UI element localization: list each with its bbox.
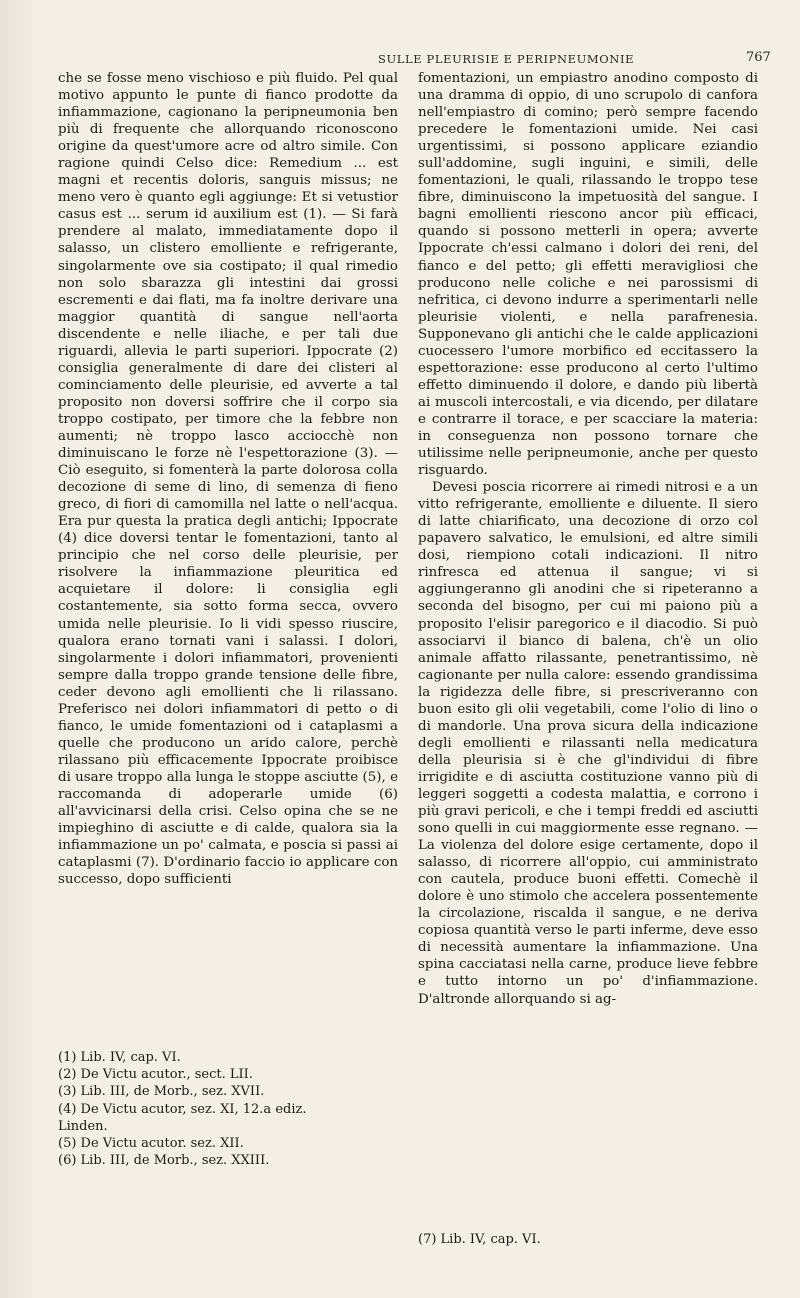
- footnotes-right: [418, 1231, 758, 1248]
- footnote: (1) Lib. IV, cap. VI.: [58, 1050, 181, 1065]
- footnote-continuation: Linden.: [58, 1118, 108, 1134]
- page-number: 767: [746, 50, 771, 65]
- footnote: (4) De Victu acutor, sez. XI, 12.a ediz.: [58, 1101, 307, 1117]
- footnotes-left: [58, 1049, 398, 1169]
- right-paragraph-1: fomentazioni, un empiastro anodino composto di una dramma di oppio, di uno scrupolo di canfora nell'empiastro di comino; però sempre facendo precedere le fomentazioni umide. Nei casi urgentissimi, si possono applicare eziandio sull'addomine, sugli inguini, e simili, delle fomentazioni, le quali, rilassando le troppo tese fibre, diminuiscono la impetuosità del sangue. I bagni emollienti riescono ancor più efficaci, quando si possono metterli in opera; avverte Ippocrate ch'essi calmano i dolori dei reni, del fianco e del petto; gli effetti meravigliosi che producono nelle coliche e nei parossismi di nefritica, ci devono indurre a sperimentarli nelle pleurisie violenti, e nella parafrenesia. Supponevano gli antichi che le calde applicazioni cuocessero l'umore morbifico ed eccitassero la espettorazione: esse producono al certo l'ultimo effetto diminuendo il dolore, e dando più libertà ai muscoli intercostali, e via dicendo, per dilatare e contrarre il torace, e per scacciare la materia: in conseguenza non possono tornare che utilissime nelle peripneumonie, anche per questo risguardo.: [418, 71, 758, 479]
- right-paragraph-2: Devesi poscia ricorrere ai rimedi nitrosi e a un vitto refrigerante, emolliente e diluente. Il siero di latte chiarificato, una decozione di orzo col papavero salvatico, le emulsioni, ed altre simili dosi, riempiono cotali indicazioni. Il nitro rinfresca ed attenua il sangue; vi si aggiungeranno gli anodini che si ripeteranno a seconda del bisogno, per cui mi paiono più a proposito l'elisir paregorico e il diacodio. Si può associarvi il bianco di balena, ch'è un olio animale affatto rilassante, penetrantissimo, nè cagionante per nulla calore: essendo grandissima la rigidezza delle fibre, si prescriveranno con buon esito gli olii vegetabili, come l'olio di lino o di mandorle. Una prova sicura della indicazione degli emollienti e rilassanti nella medicatura della pleurisia si è che gl'individui di fibre irrigidite e di asciutta costituzione vanno più di leggeri soggetti a codesta malattia, e corrono i più gravi pericoli, e che i tempi freddi ed asciutti sono quelli in cui maggiormente esse regnano. — La violenza del dolore esige certamente, dopo il salasso, di ricorrere all'oppio, cui amministrato con cautela, produce buoni effetti. Comechè il dolore è uno stimolo che accelera possentemente la circolazione, riscalda il sangue, e ne deriva copiosa quantità verso le parti inferme, deve esso di necessità aumentare la infiammazione. Una spina cacciatasi nella carne, produce lieve febbre e tutto intorno un po' d'infiammazione. D'altronde allorquando si ag-: [418, 480, 758, 1007]
- footnote: (3) Lib. III, de Morb., sez. XVII.: [58, 1084, 265, 1100]
- footnote: (5) De Victu acutor. sez. XII.: [58, 1136, 244, 1152]
- footnote: (2) De Victu acutor., sect. LII.: [58, 1067, 253, 1083]
- right-column: [418, 70, 758, 1008]
- footnote: (6) Lib. III, de Morb., sez. XXIII.: [58, 1153, 270, 1169]
- footnote: (7) Lib. IV, cap. VI.: [418, 1232, 541, 1247]
- left-paragraph-1: che se fosse meno vischioso e più fluido. Pel qual motivo appunto le punte di fianco prodotte da infiammazione, cagionano la peripneumonia ben più di frequente che allorquando riconoscono origine da quest'umore acre od altro simile. Con ragione quindi Celso dice: Remedium ... est magni et recentis doloris, sanguis missus; ne meno vero è quanto egli aggiunge: Et si vetustior casus est ... serum id auxilium est (1). — Si farà prendere al malato, immediatamente dopo il salasso, un clistero emolliente e refrigerante, singolarmente ove sia costipato; il qual rimedio non solo sbarazza gli intestini dai grossi escrementi e dai flati, ma fa inoltre derivare una maggior quantità di sangue nell'aorta discendente e nelle iliache, e per tali due riguardi, allevia le parti superiori. Ippocrate (2) consiglia generalmente di dare dei clisteri al cominciamento delle pleurisie, ed avverte a tal proposito non doversi soffrire che il corpo sia troppo costipato, per timore che la febbre non aumenti; nè troppo lasco acciocchè non diminuiscano le forze nè l'espettorazione (3). — Ciò eseguito, si fomenterà la parte dolorosa colla decozione di seme di lino, di semenza di fieno greco, di fiori di camomilla nel latte o nell'acqua. Era pur questa la pratica degli antichi; Ippocrate (4) dice doversi tentar le fomentazioni, tanto al principio che nel corso delle pleurisie, per risolvere la infiammazione pleuritica ed acquietare il dolore: li consiglia egli costantemente, sia sotto forma secca, ovvero umida nelle pleurisie. Io li vidi spesso riuscire, qualora erano tornati vani i salassi. I dolori, singolarmente i dolori infiammatori, provenienti sempre dalla troppo grande tensione delle fibre, ceder devono agli emollienti che li rilassano. Preferisco nei dolori infiammatori di petto o di fianco, le umide fomentazioni od i cataplasmi a quelle che producono un arido calore, perchè rilassano più efficacemente Ippocrate proibisce di usare troppo alla lunga le stoppe asciutte (5), e raccomanda di adoperarle umide (6) all'avvicinarsi della crisi. Celso opina che se ne impieghino di asciutte e di calde, qualora sia la infiammazione un po' calmata, e poscia si passi ai cataplasmi (7). D'ordinario faccio io applicare con successo, dopo sufficienti: [58, 71, 398, 888]
- page-fold-shadow: [0, 0, 40, 1298]
- running-head: SULLE PLEURISIE E PERIPNEUMONIE: [378, 52, 635, 66]
- left-column: [58, 70, 398, 888]
